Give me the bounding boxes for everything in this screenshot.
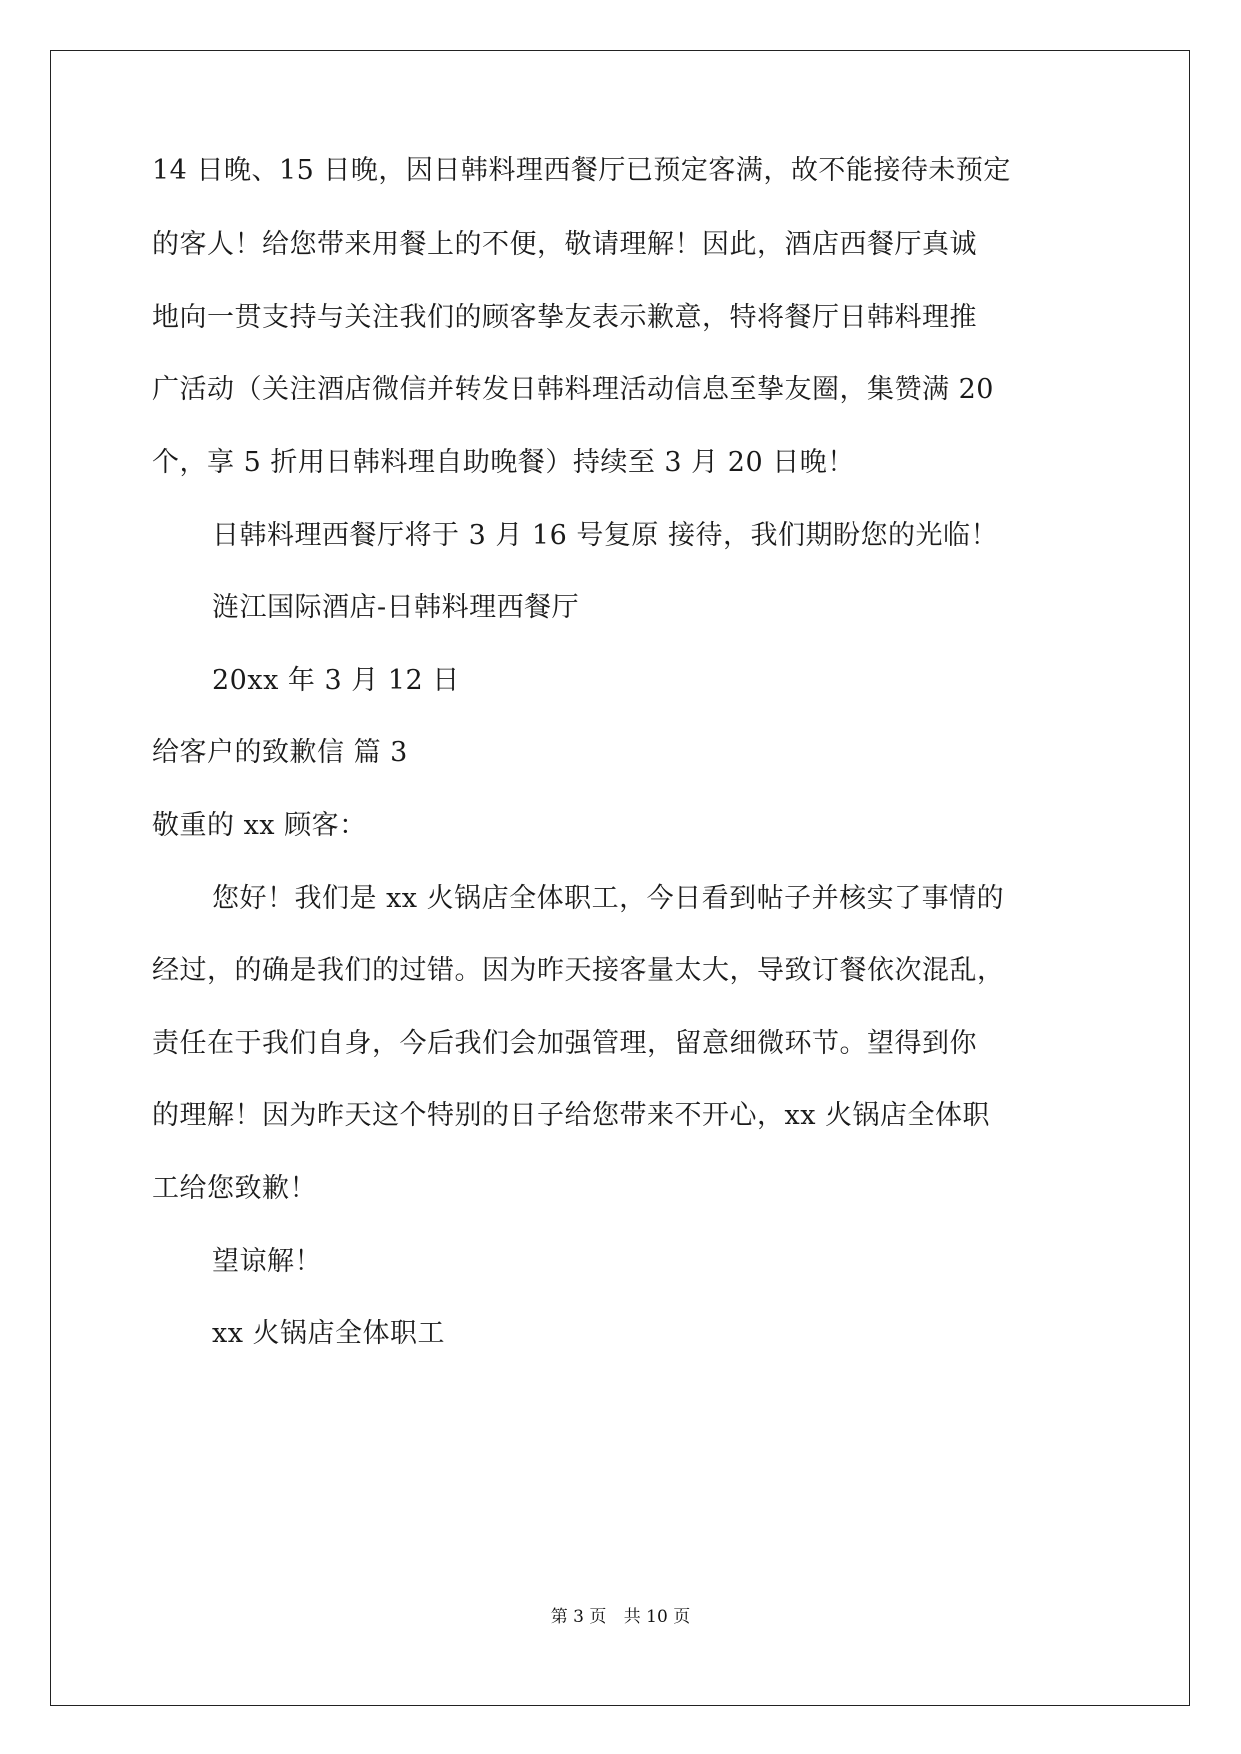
closing: 望谅解！ (212, 1246, 322, 1277)
salutation: 敬重的 xx 顾客： (152, 810, 367, 841)
paragraph-line: 的理解！因为昨天这个特别的日子给您带来不开心，xx 火锅店全体职 (152, 1100, 991, 1131)
signature-date: 20xx 年 3 月 12 日 (212, 665, 460, 696)
paragraph-line: 工给您致歉！ (152, 1173, 317, 1204)
paragraph-line: 您好！我们是 xx 火锅店全体职工，今日看到帖子并核实了事情的 (212, 883, 1005, 914)
paragraph-line: 地向一贯支持与关注我们的顾客挚友表示歉意，特将餐厅日韩料理推 (152, 302, 977, 333)
signature-organization: 涟江国际酒店-日韩料理西餐厅 (212, 592, 580, 623)
paragraph-line: 个，享 5 折用日韩料理自助晚餐）持续至 3 月 20 日晚！ (152, 447, 855, 478)
paragraph-line: 经过，的确是我们的过错。因为昨天接客量太大，导致订餐依次混乱， (152, 955, 1005, 986)
section-title: 给客户的致歉信 篇 3 (152, 737, 408, 768)
page-footer (0, 1605, 1241, 1629)
page-number: 第 3 页 (550, 1607, 607, 1627)
reopen-notice: 日韩料理西餐厅将于 3 月 16 号复原 接待，我们期盼您的光临！ (212, 520, 998, 551)
paragraph-line: 14 日晚、15 日晚，因日韩料理西餐厅已预定客满，故不能接待未预定 (152, 155, 1011, 186)
page-total: 共 10 页 (623, 1607, 691, 1627)
paragraph-line: 的客人！给您带来用餐上的不便，敬请理解！因此，酒店西餐厅真诚 (152, 229, 977, 260)
signature-staff: xx 火锅店全体职工 (212, 1318, 446, 1349)
paragraph-line: 广活动（关注酒店微信并转发日韩料理活动信息至挚友圈，集赞满 20 (152, 374, 994, 405)
paragraph-line: 责任在于我们自身，今后我们会加强管理，留意细微环节。望得到你 (152, 1028, 977, 1059)
